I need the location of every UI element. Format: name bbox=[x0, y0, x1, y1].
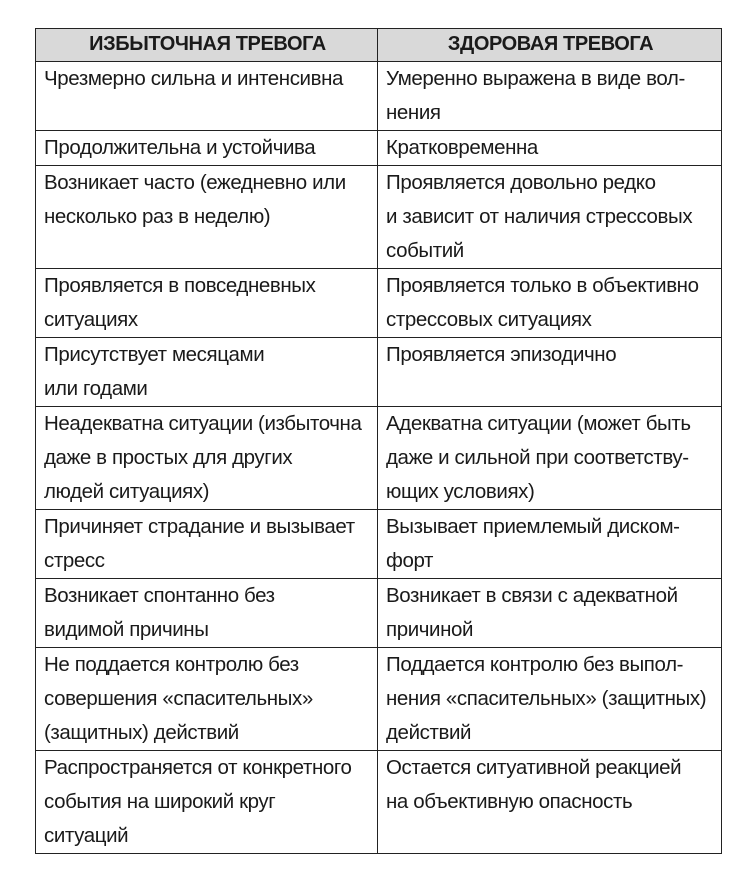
excessive-anxiety-cell: Возникает спонтанно без видимой причины bbox=[36, 579, 378, 648]
healthy-anxiety-cell: Проявляется только в объективно стрессовых ситуациях bbox=[378, 269, 722, 338]
excessive-anxiety-cell: Проявляется в повседневных ситуациях bbox=[36, 269, 378, 338]
table-row bbox=[36, 648, 722, 751]
healthy-anxiety-cell: Адекватна ситуации (может быть даже и сильной при соответству- ющих условиях) bbox=[378, 407, 722, 510]
excessive-anxiety-cell: Присутствует месяцами или годами bbox=[36, 338, 378, 407]
healthy-anxiety-cell: Проявляется довольно редко и зависит от наличия стрессовых событий bbox=[378, 166, 722, 269]
healthy-anxiety-cell: Умеренно выражена в виде вол- нения bbox=[378, 62, 722, 131]
table-row bbox=[36, 338, 722, 407]
excessive-anxiety-cell: Не поддается контролю без совершения «спасительных» (защитных) действий bbox=[36, 648, 378, 751]
table-row bbox=[36, 751, 722, 854]
table-row bbox=[36, 510, 722, 579]
healthy-anxiety-cell: Вызывает приемлемый диском- форт bbox=[378, 510, 722, 579]
excessive-anxiety-cell: Продолжительна и устойчива bbox=[36, 131, 378, 166]
healthy-anxiety-cell: Проявляется эпизодично bbox=[378, 338, 722, 407]
table-row bbox=[36, 62, 722, 131]
table-row bbox=[36, 407, 722, 510]
excessive-anxiety-cell: Неадекватна ситуации (избыточна даже в простых для других людей ситуациях) bbox=[36, 407, 378, 510]
healthy-anxiety-cell: Поддается контролю без выпол- нения «спасительных» (защитных) действий bbox=[378, 648, 722, 751]
table-row bbox=[36, 579, 722, 648]
healthy-anxiety-cell: Возникает в связи с адекватной причиной bbox=[378, 579, 722, 648]
header-excessive-anxiety: ИЗБЫТОЧНАЯ ТРЕВОГА bbox=[36, 29, 378, 62]
healthy-anxiety-cell: Остается ситуативной реакцией на объективную опасность bbox=[378, 751, 722, 854]
header-healthy-anxiety: ЗДОРОВАЯ ТРЕВОГА bbox=[378, 29, 722, 62]
excessive-anxiety-cell: Возникает часто (ежедневно или несколько раз в неделю) bbox=[36, 166, 378, 269]
excessive-anxiety-cell: Причиняет страдание и вызывает стресс bbox=[36, 510, 378, 579]
excessive-anxiety-cell: Чрезмерно сильна и интенсивна bbox=[36, 62, 378, 131]
table-row bbox=[36, 131, 722, 166]
header-row bbox=[36, 29, 722, 62]
table-row bbox=[36, 166, 722, 269]
table-row bbox=[36, 269, 722, 338]
anxiety-comparison-table bbox=[35, 28, 722, 854]
healthy-anxiety-cell: Кратковременна bbox=[378, 131, 722, 166]
excessive-anxiety-cell: Распространяется от конкретного события на широкий круг ситуаций bbox=[36, 751, 378, 854]
